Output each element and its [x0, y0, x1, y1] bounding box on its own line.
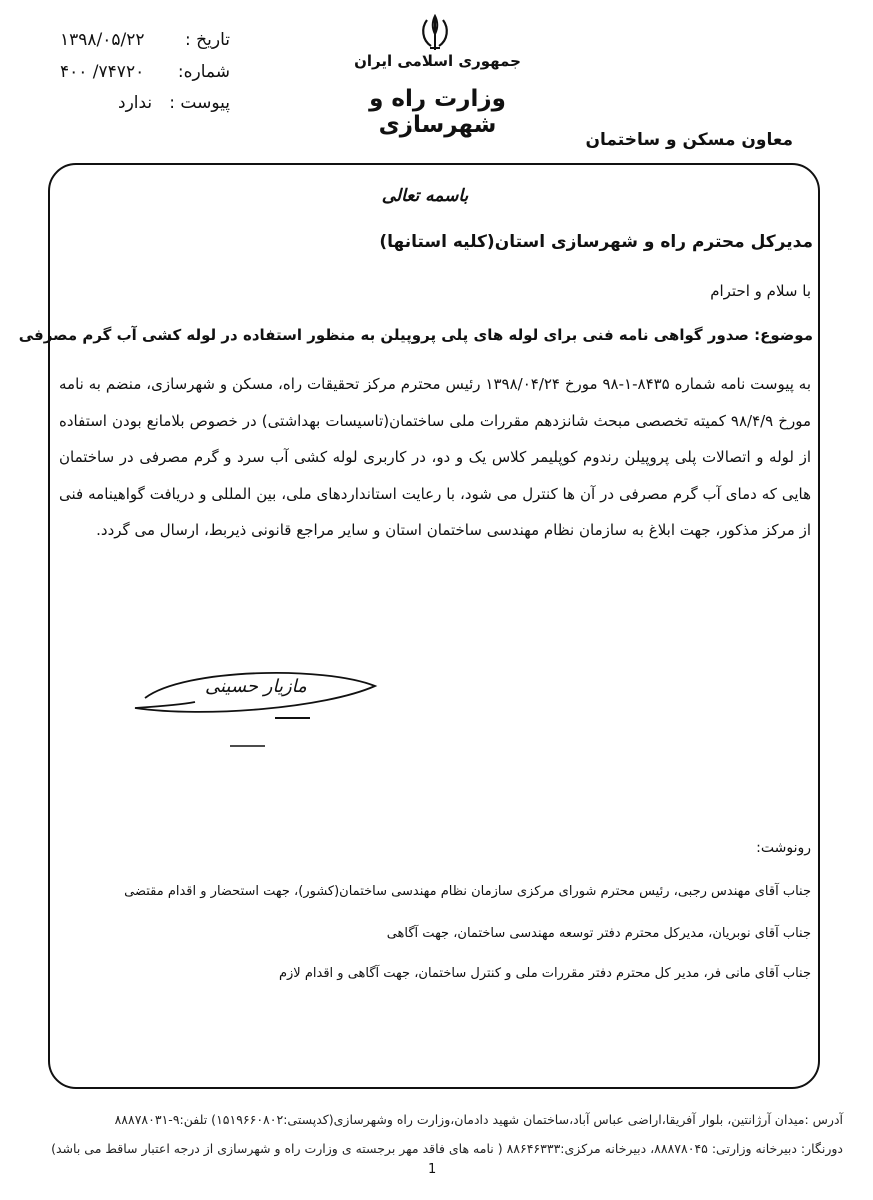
deputy-title: معاون مسکن و ساختمان — [585, 130, 793, 150]
attachment-value: ندارد — [118, 93, 153, 113]
number-label: شماره: — [177, 62, 230, 82]
recipient: مدیرکل محترم راه و شهرسازی استان(کلیه استانها) — [379, 232, 813, 252]
basmala: باسمه تعالی — [381, 186, 469, 206]
footer-fax: دورنگار: دبیرخانه وزارتی: ۸۸۸۷۸۰۴۵، دبیرخانه مرکزی:۸۸۶۴۶۳۳۳ ( نامه های فاقد مهر برجسته ی وزارت راه و شهرسازی از درجه اعتبار ساقط می باشد) — [51, 1141, 843, 1156]
subject-line: موضوع: صدور گواهی نامه فنی برای لوله های پلی پروپیلن به منظور استفاده در لوله کشی آب گرم مصرفی — [18, 326, 813, 344]
number-value: ۷۴۷۲۰/ ۴۰۰ — [60, 62, 145, 82]
footer-address: آدرس :میدان آرژانتین، بلوار آفریقا،اراضی عباس آباد،ساختمان شهید دادمان،وزارت راه وشهرسازی(کدپستی:۱۵۱۹۶۶۰۸۰۲) تلفن:۹-۸۸۸۷۸۰۳۱ — [114, 1112, 843, 1127]
signature-block — [125, 668, 385, 758]
ministry-name: وزارت راه و شهرسازی — [369, 86, 506, 138]
attachment-label: پیوست : — [169, 93, 230, 113]
date-value: ۱۳۹۸/۰۵/۲۲ — [60, 30, 145, 50]
letter-body: به پیوست نامه شماره ۸۴۳۵-۱-۹۸ مورخ ۱۳۹۸/۰۴/۲۴ رئیس محترم مرکز تحقیقات راه، مسکن و شهرسازی، منضم به نامه مورخ ۹۸/۴/۹ کمیته تخصصی مبحث شانزدهم مقررات ملی ساختمان(تاسیسات بهداشتی) در خصوص بلامانع بودن استفاده از لوله و اتصالات پلی پروپیلن رندوم کوپلیمر کلاس یک و دو، در کاربری لوله کشی آب سرد و گرم مصرفی در ساختمان هایی که دمای آب گرم مصرفی در آن ها کنترل می شود، با رعایت استانداردهای ملی، بین المللی و دریافت گواهینامه فنی از مرکز مذکور، جهت ابلاغ به سازمان نظام مهندسی ساختمان استان و سایر مراجع قانونی ذیربط، ارسال می گردد. — [59, 375, 812, 539]
cc-title: رونوشت: — [756, 840, 811, 856]
iran-emblem-icon — [418, 14, 452, 54]
cc-item: جناب آقای مانی فر، مدیر کل محترم دفتر مقررات ملی و کنترل ساختمان، جهت آگاهی و اقدام لازم — [278, 966, 811, 981]
country-name: جمهوری اسلامی ایران — [354, 52, 521, 70]
cc-item: جناب آقای مهندس رجبی، رئیس محترم شورای مرکزی سازمان نظام مهندسی ساختمان(کشور)، جهت استحضار و اقدام مقتضی — [124, 884, 811, 899]
cc-item: جناب آقای نوبریان، مدیرکل محترم دفتر توسعه مهندسی ساختمان، جهت آگاهی — [386, 926, 811, 941]
page-number: 1 — [428, 1162, 437, 1177]
letter-frame — [48, 163, 820, 1089]
greeting: با سلام و احترام — [710, 282, 811, 300]
date-label: تاریخ : — [185, 30, 230, 50]
signature-name: مازیار حسینی — [205, 676, 307, 697]
